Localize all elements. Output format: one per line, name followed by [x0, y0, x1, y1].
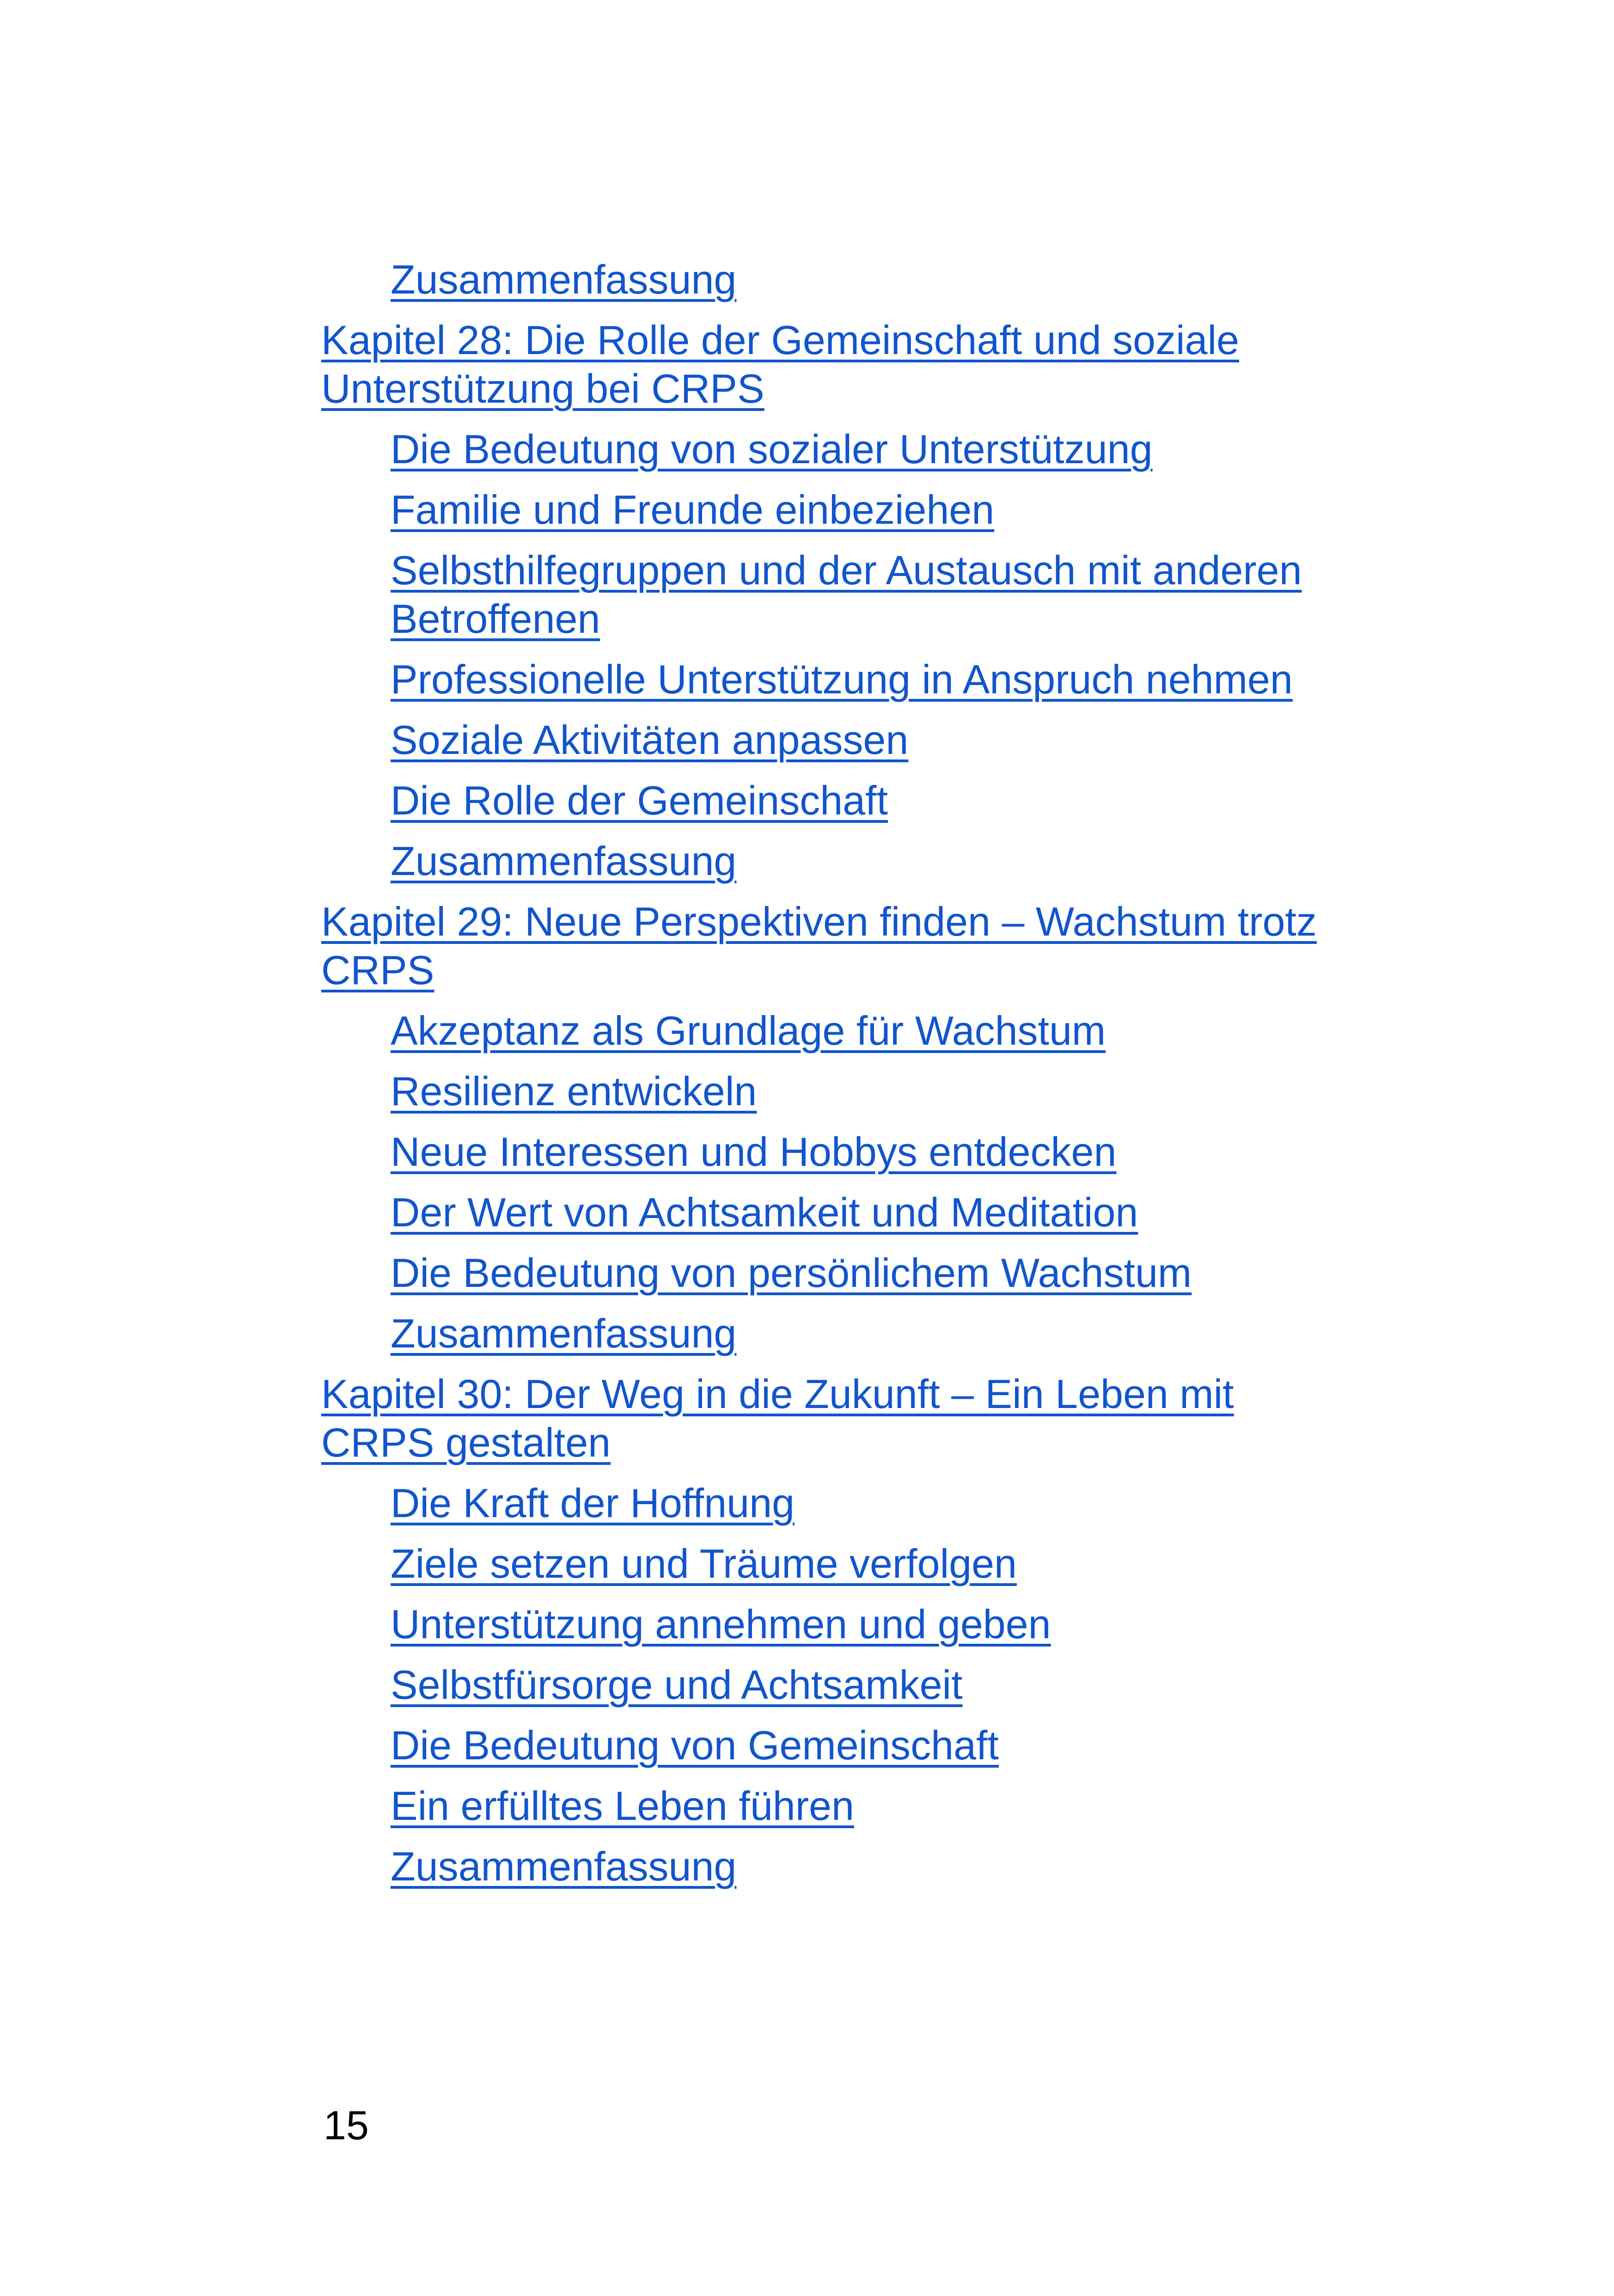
toc-section-link[interactable]: Ziele setzen und Träume verfolgen	[391, 1541, 1017, 1586]
toc-section-entry	[321, 1006, 1329, 1055]
toc-section-entry	[321, 1660, 1329, 1709]
toc-section-link[interactable]: Die Kraft der Hoffnung	[391, 1480, 795, 1526]
toc-section-link[interactable]: Akzeptanz als Grundlage für Wachstum	[391, 1008, 1106, 1053]
toc-section-entry	[321, 1127, 1329, 1176]
toc-section-link[interactable]: Unterstützung annehmen und geben	[391, 1601, 1051, 1647]
toc-section-link[interactable]: Ein erfülltes Leben führen	[391, 1783, 854, 1829]
toc-section-link[interactable]: Familie und Freunde einbeziehen	[391, 487, 995, 533]
toc-section-link[interactable]: Der Wert von Achtsamkeit und Meditation	[391, 1189, 1138, 1235]
toc-section-link[interactable]: Zusammenfassung	[391, 838, 737, 884]
toc-section-entry	[321, 1782, 1329, 1830]
toc-chapter-entry	[321, 1370, 1329, 1467]
toc-section-entry	[321, 546, 1329, 643]
toc-section-link[interactable]: Die Bedeutung von sozialer Unterstützung	[391, 426, 1153, 472]
toc-section-link[interactable]: Soziale Aktivitäten anpassen	[391, 717, 909, 763]
toc-section-link[interactable]: Die Bedeutung von Gemeinschaft	[391, 1722, 999, 1768]
toc-section-entry	[321, 1600, 1329, 1648]
toc-section-entry	[321, 255, 1329, 304]
toc-section-link[interactable]: Zusammenfassung	[391, 1310, 737, 1356]
toc-section-entry	[321, 1309, 1329, 1358]
toc-chapter-entry	[321, 897, 1329, 994]
toc-section-link[interactable]: Neue Interessen und Hobbys entdecken	[391, 1129, 1117, 1175]
toc-chapter-link[interactable]: Kapitel 29: Neue Perspektiven finden – Wachstum trotz CRPS	[321, 899, 1317, 993]
toc-section-entry	[321, 837, 1329, 885]
toc-section-link[interactable]: Zusammenfassung	[391, 1843, 737, 1889]
toc-section-link[interactable]: Selbstfürsorge und Achtsamkeit	[391, 1662, 963, 1708]
page-number: 15	[324, 2102, 369, 2148]
table-of-contents	[321, 255, 1329, 1903]
toc-section-link[interactable]: Professionelle Unterstützung in Anspruch nehmen	[391, 656, 1293, 702]
toc-section-entry	[321, 1842, 1329, 1891]
toc-section-entry	[321, 1188, 1329, 1237]
toc-section-link[interactable]: Resilienz entwickeln	[391, 1068, 757, 1114]
toc-section-link[interactable]: Die Rolle der Gemeinschaft	[391, 778, 888, 823]
toc-section-entry	[321, 425, 1329, 473]
toc-section-entry	[321, 776, 1329, 825]
toc-section-entry	[321, 1067, 1329, 1115]
toc-section-entry	[321, 1479, 1329, 1527]
toc-section-link[interactable]: Selbsthilfegruppen und der Austausch mit anderen Betroffenen	[391, 547, 1302, 642]
toc-section-link[interactable]: Die Bedeutung von persönlichem Wachstum	[391, 1250, 1192, 1296]
toc-section-entry	[321, 1249, 1329, 1297]
toc-section-entry	[321, 716, 1329, 764]
toc-chapter-link[interactable]: Kapitel 28: Die Rolle der Gemeinschaft und soziale Unterstützung bei CRPS	[321, 317, 1239, 411]
toc-section-entry	[321, 1539, 1329, 1588]
toc-section-entry	[321, 485, 1329, 534]
toc-section-entry	[321, 655, 1329, 704]
toc-section-link[interactable]: Zusammenfassung	[391, 257, 737, 302]
toc-section-entry	[321, 1721, 1329, 1769]
toc-chapter-link[interactable]: Kapitel 30: Der Weg in die Zukunft – Ein Leben mit CRPS gestalten	[321, 1371, 1234, 1465]
toc-chapter-entry	[321, 316, 1329, 413]
